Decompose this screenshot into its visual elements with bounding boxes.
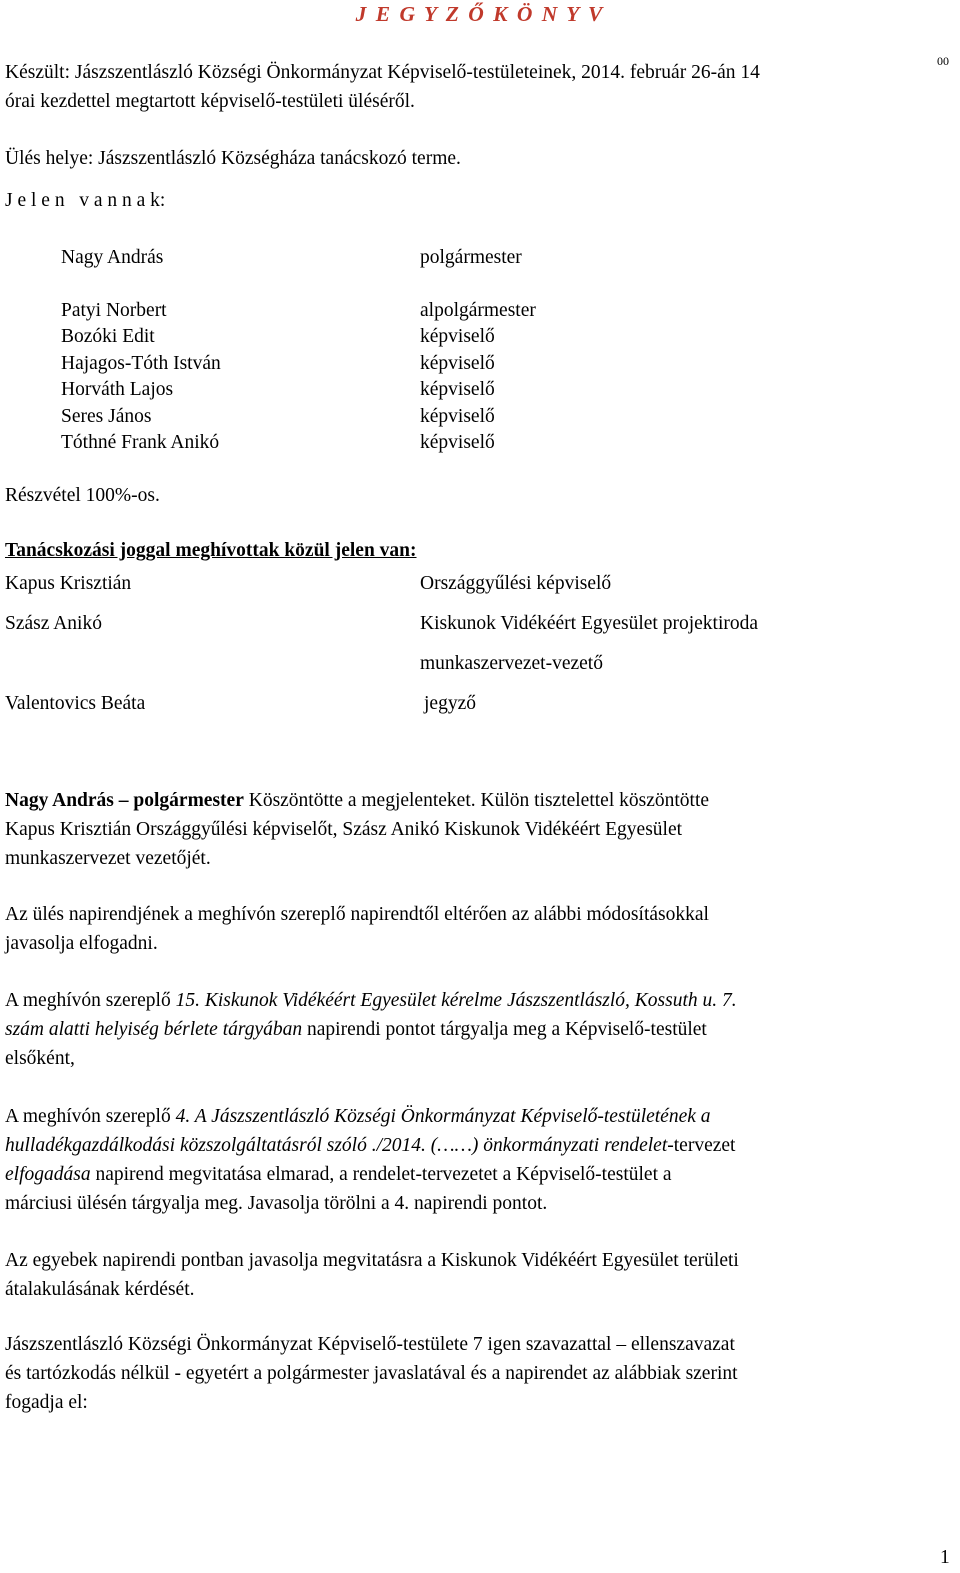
paragraph-welcome-line-2: Kapus Krisztián Országgyűlési képviselőt, Szász Anikó Kiskunok Vidékéért Egyesület — [5, 819, 683, 840]
invited-name: Valentovics Beáta — [5, 693, 146, 714]
present-heading: J e l e n v a n n a k: — [5, 190, 166, 211]
paragraph-vote-line-1: Jászszentlászló Községi Önkormányzat Képviselő-testülete 7 igen szavazattal – ellenszavazat — [5, 1334, 735, 1355]
item15-title: 15. Kiskunok Vidékéért Egyesület kérelme Jászszentlászló, Kossuth u. 7. — [175, 990, 737, 1011]
item4-title-end: elfogadása — [5, 1164, 91, 1185]
paragraph-vote-line-3: fogadja el: — [5, 1392, 88, 1413]
member-role: polgármester — [420, 247, 522, 268]
document-title: J E G Y Z Ő K Ö N Y V — [355, 2, 605, 26]
member-name: Bozóki Edit — [61, 326, 155, 347]
invited-role: jegyző — [424, 693, 476, 714]
item4-text: tervezet — [673, 1135, 736, 1156]
paragraph-item4-line-3 — [5, 1160, 953, 1189]
paragraph-vote-line-2: és tartózkodás nélkül - egyetért a polgármester javaslatával és a napirendet az alábbiak szerint — [5, 1363, 738, 1384]
item15-text: napirendi pontot tárgyalja meg a Képviselő-testület — [302, 1019, 707, 1040]
paragraph-item4-line-2 — [5, 1131, 953, 1160]
paragraph-item4-line-1 — [5, 1102, 953, 1131]
member-name: Hajagos-Tóth István — [61, 353, 221, 374]
member-name: Seres János — [61, 406, 152, 427]
item4-prefix: A meghívón szereplő — [5, 1106, 176, 1127]
member-role: képviselő — [420, 326, 495, 347]
item15-prefix: A meghívón szereplő — [5, 990, 176, 1011]
member-name: Tóthné Frank Anikó — [61, 432, 220, 453]
paragraph-welcome-line-3: munkaszervezet vezetőjét. — [5, 848, 211, 869]
member-role: képviselő — [420, 432, 495, 453]
member-name: Nagy András — [61, 247, 164, 268]
attendance-line: Részvétel 100%-os. — [5, 485, 160, 506]
item4-text-continued: napirend megvitatása elmarad, a rendelet-tervezetet a Képviselő-testület a — [90, 1164, 672, 1185]
invited-role: Országgyűlési képviselő — [420, 573, 612, 594]
paragraph-other-line-2: átalakulásának kérdését. — [5, 1279, 195, 1300]
intro-line-2: órai kezdettel megtartott képviselő-testületi üléséről. — [5, 91, 415, 112]
invited-role-continued: munkaszervezet-vezető — [420, 653, 603, 674]
item15-title-continued: szám alatti helyiség bérlete tárgyában — [5, 1019, 303, 1040]
time-superscript: 00 — [937, 54, 949, 68]
invited-name: Szász Anikó — [5, 613, 102, 634]
member-role: alpolgármester — [420, 300, 536, 321]
member-role: képviselő — [420, 379, 495, 400]
intro-line-1: Készült: Jászszentlászló Községi Önkormányzat Képviselő-testületeinek, 2014. február 26-án 14 — [5, 62, 760, 83]
welcome-text: Köszöntötte a megjelenteket. Külön tisztelettel köszöntötte — [243, 790, 710, 811]
paragraph-agenda-line-2: javasolja elfogadni. — [5, 933, 158, 954]
item4-title: 4. A Jászszentlászló Községi Önkormányzat Képviselő-testületének a — [175, 1106, 711, 1127]
paragraph-item15-line-2 — [5, 1015, 953, 1044]
paragraph-welcome-line-1 — [5, 786, 953, 815]
paragraph-item15-line-1 — [5, 986, 953, 1015]
invited-heading: Tanácskozási joggal meghívottak közül jelen van: — [5, 540, 417, 561]
member-role: képviselő — [420, 406, 495, 427]
member-name: Horváth Lajos — [61, 379, 174, 400]
page-number: 1 — [940, 1547, 950, 1568]
paragraph-item4-line-4: márciusi ülésén tárgyalja meg. Javasolja törölni a 4. napirendi pontot. — [5, 1193, 548, 1214]
paragraph-agenda-line-1: Az ülés napirendjének a meghívón szereplő napirendtől eltérően az alábbi módosításokkal — [5, 904, 709, 925]
member-name: Patyi Norbert — [61, 300, 167, 321]
item4-title-continued: hulladékgazdálkodási közszolgáltatásról szóló ./2014. (……) önkormányzati rendelet- — [5, 1135, 674, 1156]
paragraph-item15-line-3: elsőként, — [5, 1048, 75, 1069]
invited-name: Kapus Krisztián — [5, 573, 132, 594]
invited-role: Kiskunok Vidékéért Egyesület projektiroda — [420, 613, 759, 634]
paragraph-other-line-1: Az egyebek napirendi pontban javasolja megvitatásra a Kiskunok Vidékéért Egyesület területi — [5, 1250, 739, 1271]
speaker-label: Nagy András – polgármester — [5, 790, 244, 811]
venue-line: Ülés helye: Jászszentlászló Községháza tanácskozó terme. — [5, 148, 461, 169]
member-role: képviselő — [420, 353, 495, 374]
